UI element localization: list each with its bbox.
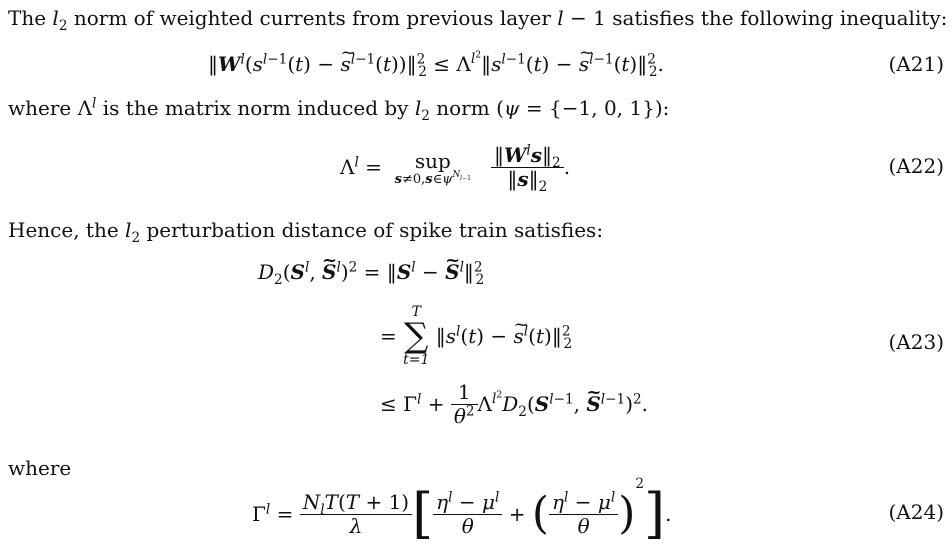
equation-number-a22: (A22) [888, 154, 944, 178]
eta-minus-mu-fraction-squared: $\frac{\eta^l - \mu^l}{\theta}$ [549, 491, 618, 538]
supremum-operator: sup $s\ne 0,s\in\psi^{N_{l-1}}$ [394, 148, 471, 187]
eta-minus-mu-fraction: $\frac{\eta^l - \mu^l}{\theta}$ [433, 491, 502, 538]
lambda-fraction: $\frac{‖W^ls‖_2}{‖s‖_2}$ [491, 144, 564, 191]
hence-sentence: Hence, the $l_2$ perturbation distance of spike train satisfies: [8, 218, 604, 246]
equation-a23-line3: ≤ $\Gamma^l$ + $\frac{1}{\theta^2}$ $\Lambda^{l^2}D_2(S^{l-1}$, S ~$^{l-1}$)$^2$. [380, 376, 648, 432]
summation-operator: T ∑ t=1 [403, 304, 430, 368]
equation-number-a24: (A24) [888, 500, 944, 524]
equation-a24: $\Gamma^l$ = $\frac{N_lT(T + 1)}{\lambda}$ [ $\frac{\eta^l - \mu^l}{\theta}$ + ( $\frac{\eta^l - \mu^l}{\theta}$ ) 2 ] . [252, 476, 672, 545]
where-word: where [8, 456, 72, 480]
equation-a23-line1: $D_2(S^l$, S ~$^l$)$^2$ = $‖S^l - S$ ~$^l$‖$^2_2$ [258, 260, 484, 284]
equation-a22: $\Lambda^l$ = sup $s\ne 0,s\in\psi^{N_{l-1}}$ $\frac{‖W^ls‖_2}{‖s‖_2}$ . [340, 141, 571, 195]
equation-a23-line2: = T ∑ t=1 $‖s^l(t) - s$ ~$^l$(t)‖$^2_2$ [380, 296, 572, 376]
equation-number-a21: (A21) [888, 52, 944, 76]
lambda-definition-sentence: where $\Lambda^l$ is the matrix norm induced by $l_2$ norm (ψ = {−1, 0, 1}): [8, 95, 670, 124]
one-over-theta-squared: $\frac{1}{\theta^2}$ [451, 381, 478, 428]
gamma-prefactor: $\frac{N_lT(T + 1)}{\lambda}$ [300, 491, 412, 538]
intro-sentence: The $l_2$ norm of weighted currents from previous layer l − 1 satisfies the following inequality: [8, 6, 948, 34]
equation-a21: $‖W^l(s^{l-1}(t) - s$ ~$^{l-1}$(t))‖$^2_2$ ≤ $\Lambda^{l^2}‖s^{l-1}(t) - s$ ~$^{l-1}$(t)‖$^2_2$. [208, 52, 664, 76]
equation-number-a23: (A23) [888, 330, 944, 354]
